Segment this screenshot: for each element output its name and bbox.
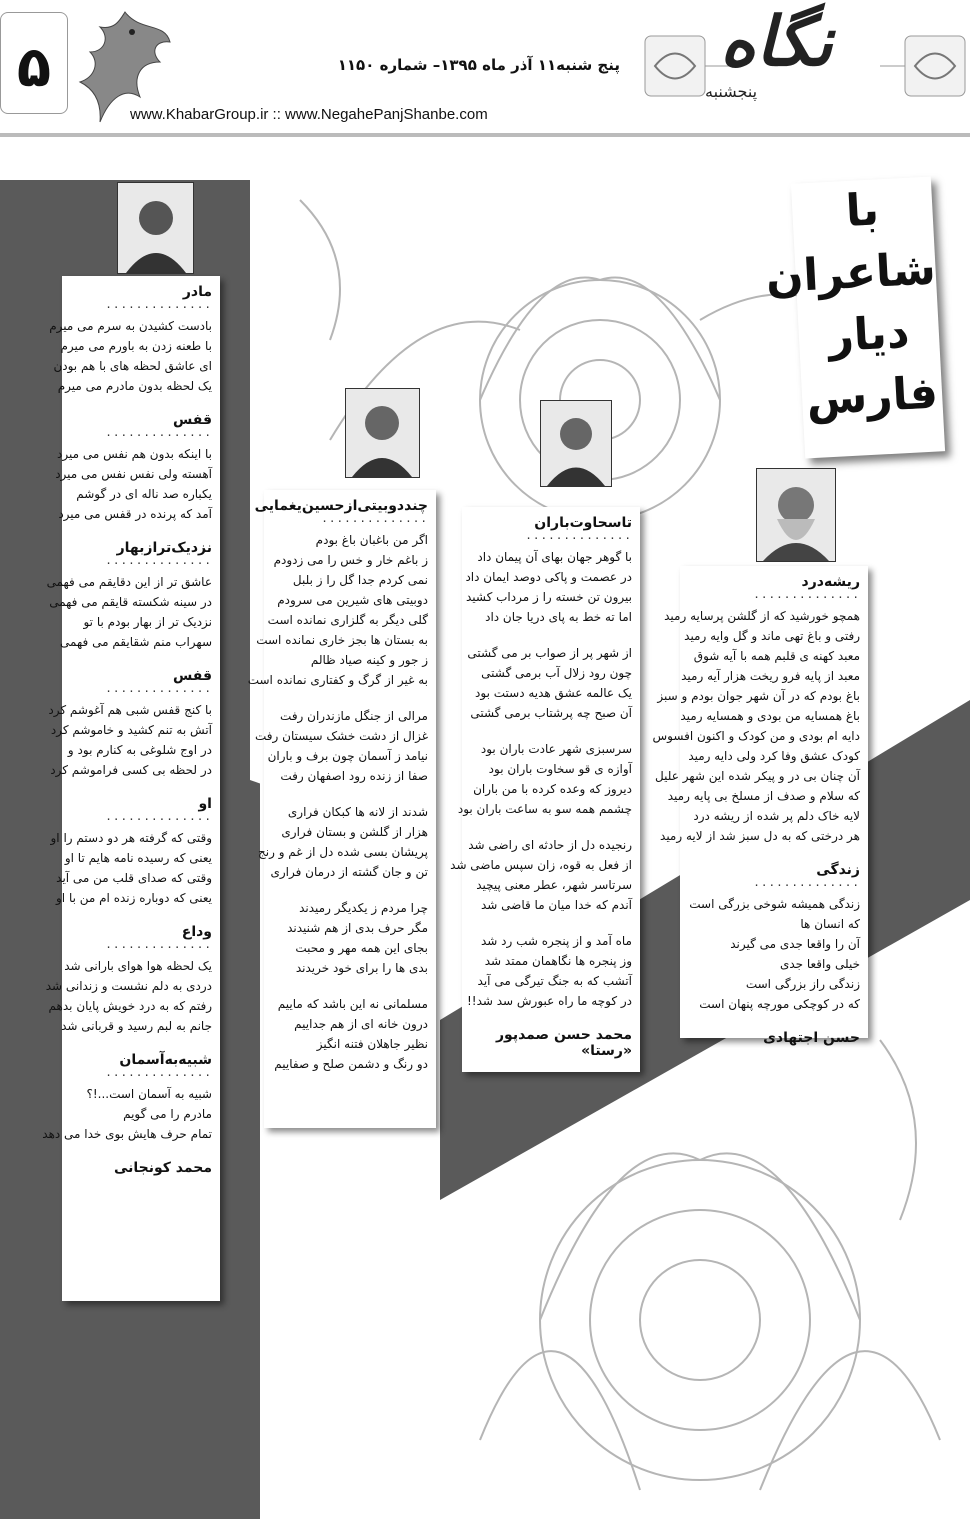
stanza-block xyxy=(272,898,428,978)
poem-line: بیرون تن خسته را ز مرداب کشید xyxy=(465,590,632,604)
logo-sub-text: پنجشنبه xyxy=(705,82,758,101)
poem-title: زندگی xyxy=(816,862,860,878)
poem-line: وقتی که گرفته هر دو دستم را او xyxy=(50,831,212,845)
poem-title: نزدیک‌ترازبهار xyxy=(116,540,212,556)
poem-line: یک عالمه عشق هدیه دستت بود xyxy=(475,686,632,700)
title-underline-dots: .............. xyxy=(525,529,632,542)
poem-line: مرالی از جنگل مازندران رفت xyxy=(280,709,428,723)
title-underline-dots: .............. xyxy=(105,426,212,439)
title-underline-dots: .............. xyxy=(105,1066,212,1079)
poem-block xyxy=(42,1052,212,1144)
poem-line: مگر حرف بدی از هم شنیدند xyxy=(287,921,428,935)
poem-line: در کوچه ما راه عبورش سد شد!! xyxy=(466,994,632,1008)
poem-title: چنددوبیتی‌ازحسین‌یغمایی xyxy=(254,498,428,514)
poem-block xyxy=(55,412,212,524)
poem-line: گلی دیگر به گلزاری نمانده است xyxy=(267,613,428,627)
column-2 xyxy=(247,490,436,1128)
poem-line: کودک عشق وفا کرد ولی دایه رمید xyxy=(688,749,860,763)
poem-block xyxy=(652,574,860,846)
poem-line: آن صبح چه پرشتاب برمی گشتی xyxy=(470,706,632,720)
poem-block xyxy=(49,284,212,396)
poem-line: همچو خورشید که از گلشن پرسایه رمید xyxy=(664,609,860,623)
poem-line: از شهر پر از صواب بر می گشتی xyxy=(467,646,632,660)
poem-line: نمی کردم جدا گل را ز بلبل xyxy=(292,573,428,587)
poem-block xyxy=(48,668,212,780)
poem-line: ز باغم خار و خس را می زدودم xyxy=(273,553,428,567)
poem-line: مادرم را می گویم xyxy=(123,1107,212,1121)
poem-line: یکباره صد ناله ای در گوشم xyxy=(76,487,212,501)
poem-line: بجای این همه مهر و محبت xyxy=(295,941,428,955)
title-underline-dots: .............. xyxy=(105,938,212,951)
title-underline-dots: .............. xyxy=(753,588,860,601)
poem-line: در عصمت و پاکی دوصد ایمان داد xyxy=(465,570,632,584)
poem-line: معبد کهنه ی قلبم همه با آیه شوق xyxy=(693,649,860,663)
poem-line: به بستان ها بجز خاری نمانده است xyxy=(256,633,428,647)
poem-line: اما ته خط به پای دریا جان داد xyxy=(485,610,632,624)
poem-line: خیلی واقعا جدی xyxy=(779,957,860,971)
poem-line: نیامد ز آسمان چون برف و باران xyxy=(267,749,428,763)
author-name: محمد حسن صمدپور «رستا» xyxy=(495,1027,632,1059)
stanza-block xyxy=(247,530,428,690)
poem-title: مادر xyxy=(182,284,212,300)
stanza-block xyxy=(272,994,428,1074)
poet-photo-2 xyxy=(345,388,420,478)
poem-line: شبیه به آسمان است...!؟ xyxy=(86,1087,212,1101)
poem-line: آن را واقعا جدی می گیرند xyxy=(730,937,860,951)
poem-line: دو رنگ و دشمن صلح و صفاییم xyxy=(274,1057,428,1071)
author-name: محمد کونجانی xyxy=(113,1160,212,1176)
poem-line: با گوهر جهان بهای آن پیمان داد xyxy=(477,550,632,564)
poem-line: سهراب منم شقایقم می فهمی xyxy=(60,635,212,649)
poem-line: آهسته ولی نفس نفس می میرد xyxy=(55,467,212,481)
title-underline-dots: .............. xyxy=(105,682,212,695)
poem-line: که سلام و صدف از مسلخ بی پایه رمید xyxy=(667,789,860,803)
stanza-block xyxy=(466,931,632,1011)
poem-line: سرتاسر شهر، عطر معنی پیچید xyxy=(476,878,632,892)
heading-line-3: دیار xyxy=(827,306,911,363)
poem-line: آوازه ی قو سخاوت باران بود xyxy=(488,762,632,776)
poem-line: یک لحظه بدون مادرم می میرم xyxy=(57,379,212,393)
poem-title: شبیه‌به‌آسمان xyxy=(119,1052,212,1068)
poem-line: که انسان ها xyxy=(800,917,860,931)
poem-line: دیروز که وعده کرده با من باران xyxy=(473,782,632,796)
date-issue-line: پنج شنبه۱۱ آذر ماه ۱۳۹۵– شماره ۱۱۵۰ xyxy=(337,56,620,74)
poem-line: در سینه شکسته قایقم می فهمی xyxy=(49,595,212,609)
stanza-block xyxy=(467,643,632,723)
poem-line: آمد که پرنده در قفس می میرد xyxy=(58,507,212,521)
poem-line: زندگی همیشه شوخی بزرگی است xyxy=(689,897,860,911)
poem-line: اگر من باغبان باغ بودم xyxy=(315,533,428,547)
poem-line: معبد از پایه فرو ریخت هزار آیه رمید xyxy=(681,669,860,683)
stanza-block xyxy=(457,739,632,819)
title-underline-dots: .............. xyxy=(105,298,212,311)
title-underline-dots: .............. xyxy=(105,810,212,823)
poem-line: آتشب که به جنگ تیرگی می آید xyxy=(477,974,632,988)
poem-line: ز جور و کینه صیاد ظالم xyxy=(310,653,428,667)
website-urls: www.KhabarGroup.ir :: www.NegahePanjShanbe.com xyxy=(130,106,488,123)
poem-line: در لحظه بی کسی فراموشم کرد xyxy=(50,763,212,777)
poem-line: مسلمانی نه این باشد که ماییم xyxy=(277,997,428,1011)
poem-line: نظیر جاهلان فتنه انگیز xyxy=(316,1037,428,1051)
page-number-box xyxy=(0,12,68,114)
poem-line: با طعنه زدن به باورم می میرم xyxy=(60,339,212,353)
poem-line: باغ همسایه من بودی و همسایه رمید xyxy=(680,709,860,723)
poem-line: درون خانه ای از هم جداییم xyxy=(294,1017,428,1031)
poem-title: او xyxy=(198,796,212,812)
column-1 xyxy=(42,276,220,1301)
title-underline-dots: .............. xyxy=(753,876,860,889)
poem-line: آتش به تنم کشید و خاموشم کرد xyxy=(50,723,212,737)
poem-line: ماه آمد و از پنجره شب رد شد xyxy=(480,934,632,948)
poem-line: دایه ام بودی و من کودک و اکنون افسوس xyxy=(652,729,860,743)
column-3 xyxy=(450,507,640,1072)
poem-line: غزال از دشت خشک سیستان رفت xyxy=(255,729,428,743)
poem-title: وداع xyxy=(181,924,212,940)
poem-line: وز پنجره ها نگاهمان ممتد شد xyxy=(484,954,632,968)
poem-line: آندم که خدا میان ما قاضی شد xyxy=(480,898,632,912)
poem-line: تمام حرف هایش بوی خدا می دهد xyxy=(42,1127,212,1141)
poem-line: باغ بودم که در آن شهر جوان بودم و سبز xyxy=(657,689,860,703)
poem-block xyxy=(688,862,860,1014)
poem-line: یعنی که رسیده نامه هایم تا او xyxy=(64,851,212,865)
title-underline-dots: .............. xyxy=(105,554,212,567)
poem-line: یک لحظه هوا هوای بارانی شد xyxy=(64,959,212,973)
poem-line: سرسبزی شهر عادت باران بود xyxy=(480,742,632,756)
poem-line: لایه خاک دلم پر شده از ریشه درد xyxy=(693,809,860,823)
column-4 xyxy=(652,566,868,1046)
poem-line: چون رود زلال آب برمی گشتی xyxy=(481,666,632,680)
poem-line: بادست کشیدن به سرم می میرم xyxy=(49,319,212,333)
poem-line: بدی ها را برای خود خریدند xyxy=(295,961,428,975)
heading-line-1: با xyxy=(844,184,881,237)
poem-line: نزدیک تر از بهار بودم با تو xyxy=(83,615,212,629)
poem-title: قفس xyxy=(172,668,212,684)
poem-line: رفتم که به درد خویش پایان بدهم xyxy=(48,999,212,1013)
poem-line: رنجیده دل از حادثه ای راضی شد xyxy=(468,838,632,852)
poem-block xyxy=(46,540,212,652)
poem-line: آن چنان بی در و پیکر شده این شهر علیل xyxy=(655,769,860,783)
poem-line: ای عاشق لحظه های با هم بودن xyxy=(53,359,212,373)
poem-title: قفس xyxy=(172,412,212,428)
poem-line: شدند از لانه ها کبکان فراری xyxy=(287,805,428,819)
heading-line-2: شاعران xyxy=(764,243,937,304)
poem-line: از فعل به قوه، زان سپس ماضی شد xyxy=(450,858,632,872)
poet-photo-1 xyxy=(117,182,194,274)
header-divider xyxy=(0,133,970,137)
poem-line: جانم به لبم رسید و قربانی شد xyxy=(61,1019,212,1033)
poem-line: رفتی و باغ تهی ماند و گل وایه رمید xyxy=(684,629,860,643)
poem-line: یعنی که دوباره زنده ام من با او xyxy=(56,891,212,905)
poem-line: چرا مردم ز یکدیگر رمیدند xyxy=(299,901,428,915)
heading-line-4: فارس xyxy=(805,367,940,426)
poem-line: پریشان بسی شده دل از غم و رنج xyxy=(258,845,428,859)
page-number: ۵ xyxy=(16,35,52,100)
poem-line: با کنج قفس شبی هم آغوشم کرد xyxy=(48,703,212,717)
page-header xyxy=(0,0,970,135)
poem-title: ریشه‌درد xyxy=(801,574,860,590)
stanza-block xyxy=(258,802,428,882)
author-name: حسن اجتهادی xyxy=(763,1030,860,1046)
poem-line: چشمم همه سو به ساعت باران بود xyxy=(457,802,632,816)
poet-photo-4 xyxy=(756,468,836,562)
poem-line: به غیر از گرگ و کفتاری نمانده است xyxy=(247,673,428,687)
poem-line: در اوج شلوغی به کنارم بود و xyxy=(67,743,212,757)
poem-line: تن و جان گشته از درمان فراری xyxy=(270,865,428,879)
poem-block xyxy=(45,924,212,1036)
poem-line: که در کوچکی مورچه پنهان است xyxy=(699,997,860,1011)
poem-line: هزار از گلشن و بستان فراری xyxy=(281,825,428,839)
poem-title: تاسحاوت‌باران xyxy=(534,515,632,531)
poem-block xyxy=(50,796,212,908)
title-underline-dots: .............. xyxy=(321,512,428,525)
poem-line: دردی به دلم نشست و زندانی شد xyxy=(45,979,212,993)
stanza-block xyxy=(465,547,632,627)
poem-line: هر درختی که به دل سبز شد از لایه رمید xyxy=(660,829,860,843)
section-heading-box xyxy=(764,177,945,459)
stanza-block xyxy=(255,706,428,786)
poem-line: با اینکه بدون هم نفس می میرد xyxy=(57,447,212,461)
poem-line: دوبیتی های شیرین می سرودم xyxy=(277,593,428,607)
stanza-block xyxy=(450,835,632,915)
logo-main-text: نگاه xyxy=(720,2,833,82)
poem-line: وقتی که صدای قلب من می آید xyxy=(56,871,212,885)
poem-line: عاشق تر از این دقایقم می فهمی xyxy=(46,575,212,589)
poem-line: زندگی راز بزرگی است xyxy=(745,977,860,991)
poet-photo-3 xyxy=(540,400,612,487)
poem-line: صفا از زنده رود اصفهان رفت xyxy=(280,769,428,783)
